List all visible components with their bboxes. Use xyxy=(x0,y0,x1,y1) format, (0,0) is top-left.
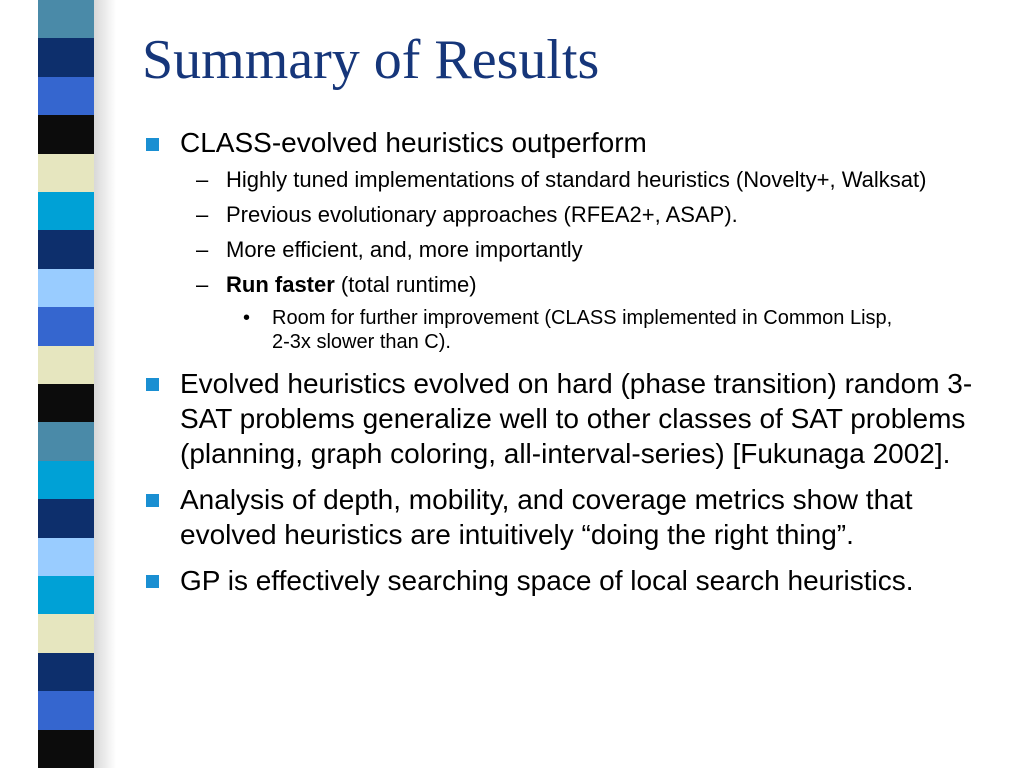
sub-item-text: Previous evolutionary approaches (RFEA2+, ASAP). xyxy=(226,202,738,227)
stripe-block xyxy=(38,307,94,346)
bullet-text: GP is effectively searching space of local search heuristics. xyxy=(180,565,914,596)
bullet-item-gp-searching xyxy=(144,563,994,598)
bullet-text: Analysis of depth, mobility, and coverage metrics show that evolved heuristics are intuitively “doing the right thing”. xyxy=(180,484,913,550)
square-bullet-icon xyxy=(146,378,159,391)
stripe-block xyxy=(38,576,94,615)
bullet-item-analysis xyxy=(144,482,994,552)
slide-body xyxy=(144,126,994,609)
stripe-block xyxy=(38,0,94,39)
dash-bullet-icon: – xyxy=(196,167,209,192)
stripe-block xyxy=(38,192,94,231)
sub-item-run-faster xyxy=(144,271,994,298)
bullet-text: Evolved heuristics evolved on hard (phase transition) random 3-SAT problems generalize well to other classes of SAT problems (planning, graph coloring, all-interval-series) [Fukunaga 2002]. xyxy=(180,368,973,469)
stripe-block xyxy=(38,422,94,461)
stripe-block xyxy=(38,230,94,269)
stripe-block xyxy=(38,461,94,500)
square-bullet-icon xyxy=(146,494,159,507)
stripe-block xyxy=(38,499,94,538)
stripe-block xyxy=(38,38,94,77)
sub-item-previous-approaches xyxy=(144,201,994,228)
stripe-block xyxy=(38,653,94,692)
sub-sub-item-text: Room for further improvement (CLASS implemented in Common Lisp, 2-3x slower than C). xyxy=(272,307,893,353)
square-bullet-icon xyxy=(146,138,159,151)
sub-item-tuned-implementations xyxy=(144,166,994,193)
sub-item-bold-text: Run faster xyxy=(226,272,335,297)
stripe-shadow xyxy=(94,0,116,768)
stripe-block xyxy=(38,115,94,154)
bullet-item-generalize xyxy=(144,366,994,471)
bullet-text: CLASS-evolved heuristics outperform xyxy=(180,127,647,158)
stripe-block xyxy=(38,538,94,577)
slide-title: Summary of Results xyxy=(142,29,600,91)
square-bullet-icon xyxy=(146,575,159,588)
stripe-block xyxy=(38,346,94,385)
sub-sub-item-room-for-improvement xyxy=(144,306,912,354)
stripe-block xyxy=(38,730,94,768)
sub-item-text: (total runtime) xyxy=(334,272,477,297)
stripe-block xyxy=(38,77,94,116)
dash-bullet-icon: – xyxy=(196,237,209,262)
bullet-item-outperform xyxy=(144,126,994,160)
dot-bullet-icon: • xyxy=(243,307,251,329)
dash-bullet-icon: – xyxy=(196,272,209,297)
stripe-block xyxy=(38,154,94,193)
stripe-block xyxy=(38,691,94,730)
sub-item-more-efficient xyxy=(144,236,994,263)
decorative-stripe-bar xyxy=(38,0,94,768)
sub-item-text: More efficient, and, more importantly xyxy=(226,237,583,262)
stripe-block xyxy=(38,614,94,653)
dash-bullet-icon: – xyxy=(196,202,209,227)
stripe-block xyxy=(38,269,94,308)
sub-item-text: Highly tuned implementations of standard heuristics (Novelty+, Walksat) xyxy=(226,167,927,192)
stripe-block xyxy=(38,384,94,423)
